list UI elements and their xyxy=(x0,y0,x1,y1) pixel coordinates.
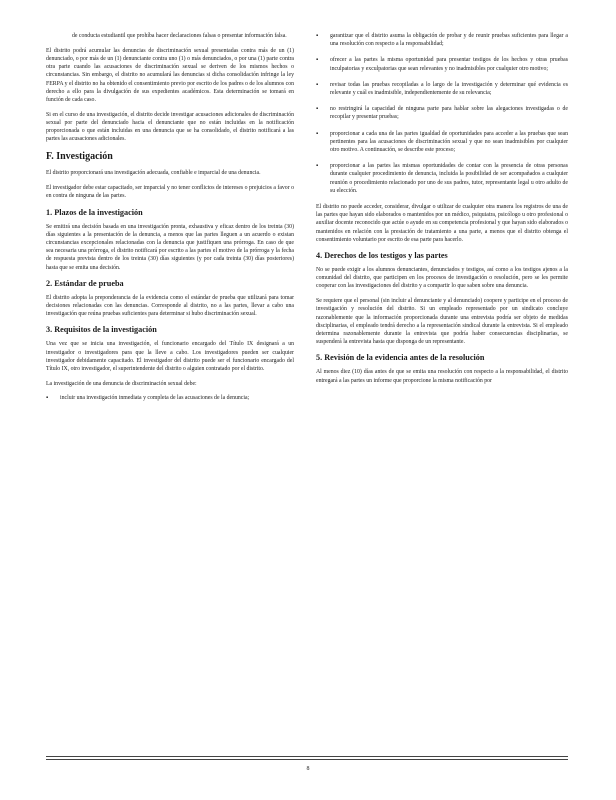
paragraph: Se requiere que el personal (sin incluir al denunciante y al denunciado) coopere y participe en el proceso de investigación y resolución del distrito. Si un empleado representado por un sindicato concluye razonablemente que la información proporcionada durante una entrevista podría ser objeto de medidas disciplinarias, el empleado tendrá derecho a la representación sindical durante la entrevista. Si el empleado determina razonablemente durante la entrevista que podría haber consecuencias disciplinarias, se suspenderá la entrevista hasta que disponga de un representante. xyxy=(316,298,568,346)
bullet-icon: ▪ xyxy=(316,57,319,64)
paragraph: Si en el curso de una investigación, el distrito decide investigar acusaciones adicionales de discriminación sexual por parte del denunciado hacia el denunciante que no están incluidas en la notificación proporcionada o que están incluidas en una denuncia que se ha consolidado, el distrito notificará a las partes las acusaciones adicionales. xyxy=(46,111,294,143)
paragraph: No se puede exigir a los alumnos denunciantes, denunciados y testigos, así como a los testigos ajenos a la comunidad del distrito, que participen en los procesos de investigación o resolución, pero se les permite cooperar con las investigaciones del distrito y a compartir lo que saben sobre una denuncia. xyxy=(316,267,568,290)
list-item xyxy=(316,130,568,155)
bullet-icon: ▪ xyxy=(316,106,319,113)
paragraph: Una vez que se inicia una investigación, el funcionario encargado del Título IX designará a un investigador o investigadores para que la lleve a cabo. Los investigadores pueden ser cualquier investigador debidamente capacitado. El investigador del distrito puede ser el funcionario encargado del Título IX, otro investigador, el superintendente del distrito o alguien contratado por el distrito. xyxy=(46,341,294,372)
list-item-text: proporcionar a cada una de las partes igualdad de oportunidades para acceder a las pruebas que sean pertinentes para las acusaciones de discriminación sexual y que no sean inadmisibles por cualquier otro motivo. A continuación, se describe este proceso; xyxy=(330,130,568,154)
list-item xyxy=(316,81,568,97)
list-item xyxy=(316,162,568,195)
list-item-text: proporcionar a las partes las mismas oportunidades de contar con la presencia de otras personas durante cualquier procedimiento de denuncia, incluida la posibilidad de ser acompañados a cualquier reunión o procedimiento relacionado por uno de sus padres, tutor, representante legal u otro adulto de su elección. xyxy=(330,163,568,194)
right-column xyxy=(316,32,568,391)
subheading-requisitos: 3. Requisitos de la investigación xyxy=(46,325,157,335)
list-item-text: revisar todas las pruebas recopiladas a lo largo de la investigación y determinar qué evidencia es relevante y cuál es inadmisible, independientemente de su relevancia; xyxy=(330,81,568,97)
page-number: 8 xyxy=(306,766,310,772)
list-item xyxy=(316,56,568,72)
list-item xyxy=(316,32,568,48)
subheading-plazos: 1. Plazos de la investigación xyxy=(46,207,143,217)
paragraph: de conducta estudiantil que prohíba hacer declaraciones falsas o presentar información falsa. xyxy=(72,33,287,39)
paragraph: El distrito podrá acumular las denuncias de discriminación sexual presentadas contra más de un (1) denunciado, o por más de un (1) denunciante contra uno (1) o más denunciados, o por una (1) parte contra otra parte cuando las acusaciones de discriminación sexual se deriven de los mismos hechos o circunstancias. Sin embargo, el distrito no acumulará las denuncias si dicha consolidación infringe la ley FERPA y el distrito no ha obtenido el consentimiento previo por escrito de los padres o de los alumnos con derecho a ello para la divulgación de sus expedientes académicos. Esta determinación se tomará en función de cada caso. xyxy=(46,47,294,103)
list-item-text: ofrecer a las partes la misma oportunidad para presentar testigos de los hechos y otras pruebas inculpatorias y exculpatorias que sean relevantes y no inadmisibles por cualquier otro motivo; xyxy=(330,57,568,72)
subheading-revision: 5. Revisión de la evidencia antes de la resolución xyxy=(316,353,485,363)
section-heading-investigacion: F. Investigación xyxy=(46,151,113,163)
paragraph: El distrito adopta la preponderancia de la evidencia como el estándar de prueba que utilizará para tomar decisiones relacionadas con las denuncias. Corresponde al distrito, no a las partes, llevar a cabo una investigación que reúna pruebas suficientes para determinar si hubo discriminación sexual. xyxy=(46,294,294,318)
bullet-icon: ▪ xyxy=(316,163,319,170)
paragraph: Se emitirá una decisión basada en una investigación pronta, exhaustiva y eficaz dentro de los treinta (30) días siguientes a la presentación de la denuncia, a menos que las partes lleguen a un acuerdo o existan circunstancias excepcionales relacionadas con la denuncia que justifiquen una prórroga. En caso de que sea necesaria una prórroga, el distrito notificará por escrito a las partes el motivo de la prórroga y la fecha de respuesta prevista dentro de los treinta (30) días siguientes (y por cada treinta (30) días posteriores) hasta que se emita una decisión. xyxy=(46,223,294,271)
list-item-text: incluir una investigación inmediata y completa de las acusaciones de la denuncia; xyxy=(60,395,250,402)
paragraph: La investigación de una denuncia de discriminación sexual debe: xyxy=(46,380,197,387)
paragraph: El distrito no puede acceder, considerar, divulgar o utilizar de cualquier otra manera los registros de una de las partes que hayan sido elaborados o mantenidos por un médico, psiquiatra, psicólogo u otro profesional o auxiliar docente reconocido que actúe o ayude en su competencia profesional y que hayan sido elaborados o mantenidos en relación con la prestación de tratamiento a una parte, a menos que el distrito obtenga el consentimiento voluntario por escrito de esa parte para hacerlo. xyxy=(316,204,568,243)
bullet-icon: ▪ xyxy=(316,81,319,88)
list-item xyxy=(46,394,294,402)
bullet-icon: ▪ xyxy=(316,130,319,137)
bullet-icon: ▪ xyxy=(46,395,49,402)
bullet-icon: ▪ xyxy=(316,33,319,39)
paragraph: El investigador debe estar capacitado, ser imparcial y no tener conflictos de intereses o prejuicios a favor o en contra de ninguna de las partes. xyxy=(46,185,294,200)
footer-rule xyxy=(46,756,568,757)
list-item-text: garantizar que el distrito asuma la obligación de probar y de reunir pruebas suficientes para llegar a una resolución con respecto a la responsabilidad; xyxy=(330,33,568,48)
footer-rule xyxy=(46,759,568,760)
list-item-text: no restringirá la capacidad de ninguna parte para hablar sobre las alegaciones investigadas o de recopilar y presentar pruebas; xyxy=(330,106,568,121)
subheading-derechos: 4. Derechos de los testigos y las partes xyxy=(316,251,448,261)
paragraph: El distrito proporcionará una investigación adecuada, confiable e imparcial de una denuncia. xyxy=(46,170,261,177)
list-item xyxy=(316,105,568,121)
left-column xyxy=(46,32,294,411)
paragraph: Al menos diez (10) días antes de que se emita una resolución con respecto a la responsabilidad, el distrito entregará a las partes un informe que proporcione la misma notificación por xyxy=(316,369,568,384)
subheading-estandar: 2. Estándar de prueba xyxy=(46,278,124,288)
